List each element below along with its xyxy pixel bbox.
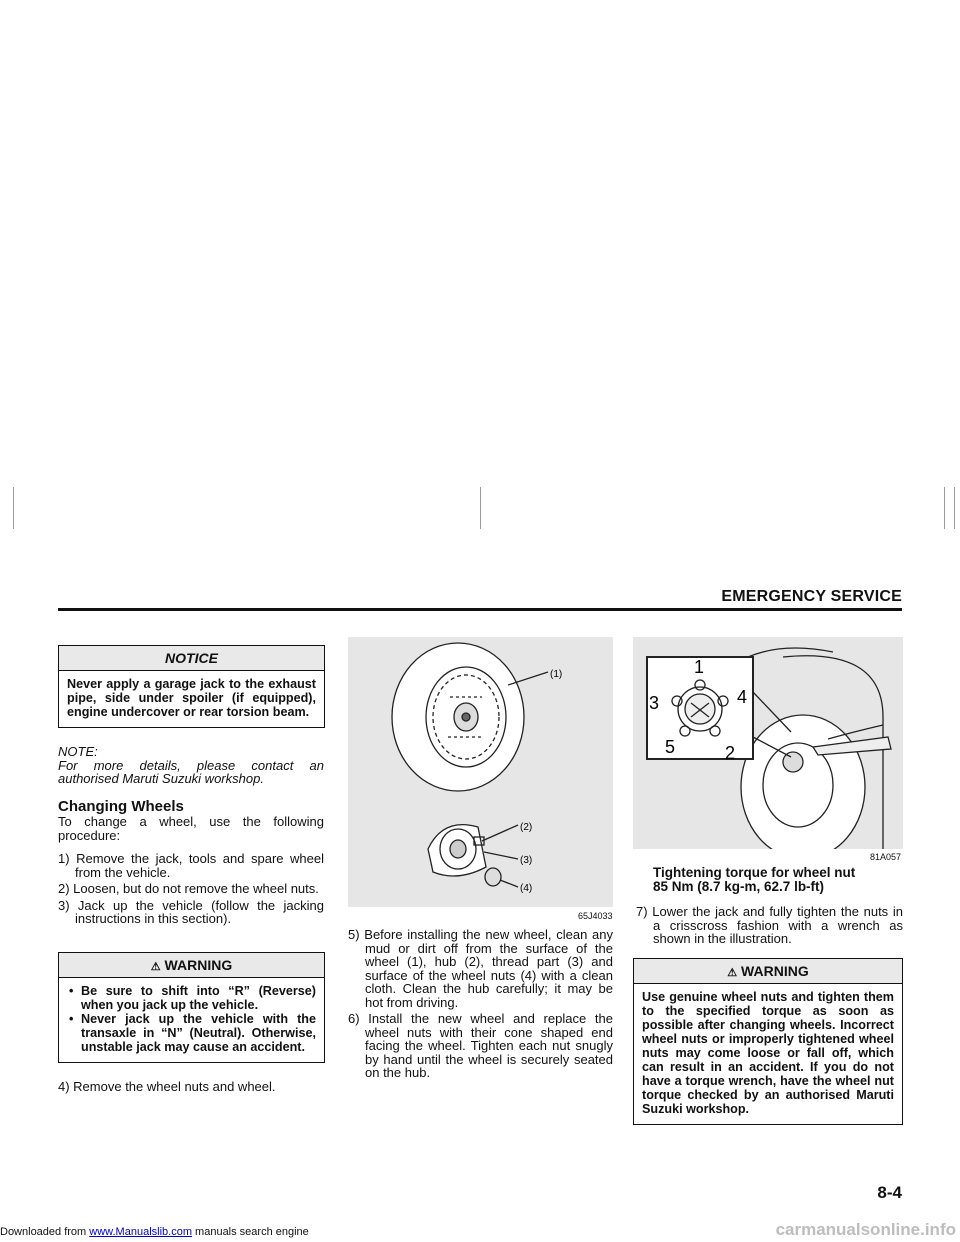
crop-mark [13,487,14,529]
sequence-3: 3 [649,693,660,713]
step-item: 6) Install the new wheel and replace the wheel nuts with their cone shaped end facing the wheel. Tighten each nut snugly by hand until the wheel is securely seated on the hub. [348,1011,613,1080]
warning-box [58,952,325,1063]
step-item: 3) Jack up the vehicle (follow the jacking instructions in this section). [58,897,324,926]
callout-1: (1) [550,669,563,680]
changing-wheels-heading: Changing Wheels [58,798,184,815]
footer-suffix: manuals search engine [195,1226,309,1238]
warning-item: • Never jack up the vehicle with the transaxle in “N” (Neutral). Otherwise, unstable jack may cause an accident. [81,1012,316,1054]
step-item: 7) Lower the jack and fully tighten the nuts in a crisscross fashion with a wrench as shown in the illustration. [636,904,903,946]
warning-box [633,958,903,1125]
notice-text: Never apply a garage jack to the exhaust pipe, side under spoiler (if equipped), engine undercover or rear torsion beam. [67,677,316,719]
header-rule [58,608,902,611]
sequence-2: 2 [725,743,736,763]
callout-3: (3) [520,855,533,866]
note-text: For more details, please contact an authorised Maruti Suzuki workshop. [58,757,324,786]
step-item: 1) Remove the jack, tools and spare wheel from the vehicle. [58,851,324,880]
warning-header [634,959,902,984]
step-item: 2) Loosen, but do not remove the wheel nuts. [58,881,319,896]
callout-2: (2) [520,822,533,833]
notice-label: NOTICE [59,646,324,671]
note [58,745,324,786]
torque-line-1: Tightening torque for wheel nut [653,865,856,880]
torque-spec [653,866,903,894]
torque-line-2: 85 Nm (8.7 kg-m, 62.7 lb-ft) [653,879,825,894]
page-number: 8-4 [877,1183,902,1202]
warning-triangle-icon: ⚠ [150,961,161,973]
crop-mark [954,487,955,529]
step-item: 5) Before installing the new wheel, clean any mud or dirt off from the surface of the wheel (1), hub (2), thread part (3) and surface of the wheel nuts (4) with a clean cloth. Clean the hub carefully; it may be hot from driving. [348,927,613,1010]
wheel-hub-illustration [348,637,613,907]
wheel-hub-figure [348,637,613,907]
middle-steps [348,928,613,1083]
changing-wheels-intro: To change a wheel, use the following procedure: [58,814,324,843]
step-4: 4) Remove the wheel nuts and wheel. [58,1079,276,1094]
section-title: EMERGENCY SERVICE [721,588,902,605]
step-7 [636,905,903,949]
warning-text: Use genuine wheel nuts and tighten them to the specified torque as soon as possible after changing wheels. Incorrect wheel nuts or improperly tightened wheel nuts may come loose or fall off, which can result in an accident. If you do not have a torque wrench, have the wheel nut torque checked by an authorised Maruti Suzuki workshop. [642,990,894,1116]
callout-4: (4) [520,883,533,894]
notice-box [58,645,325,728]
warning-label: WARNING [741,963,809,979]
note-label: NOTE: [58,744,98,759]
crop-mark [480,487,481,529]
tightening-figure [633,637,903,849]
crop-mark [944,487,945,529]
manualslib-link[interactable]: www.Manualslib.com [89,1226,192,1238]
warning-triangle-icon: ⚠ [727,967,738,979]
warning-header [59,953,324,978]
changing-wheels-steps [58,852,324,929]
figure-code: 65J4033 [578,911,613,921]
download-footer [0,1226,309,1238]
sequence-1: 1 [694,657,705,677]
sequence-4: 4 [737,687,748,707]
warning-item: • Be sure to shift into “R” (Reverse) when you jack up the vehicle. [81,984,316,1012]
sequence-5: 5 [665,737,676,757]
tightening-illustration [633,637,903,849]
footer-prefix: Downloaded from [0,1226,87,1238]
figure-code: 81A057 [870,852,902,862]
watermark: carmanualsonline.info [775,1220,956,1239]
warning-label: WARNING [164,957,233,973]
